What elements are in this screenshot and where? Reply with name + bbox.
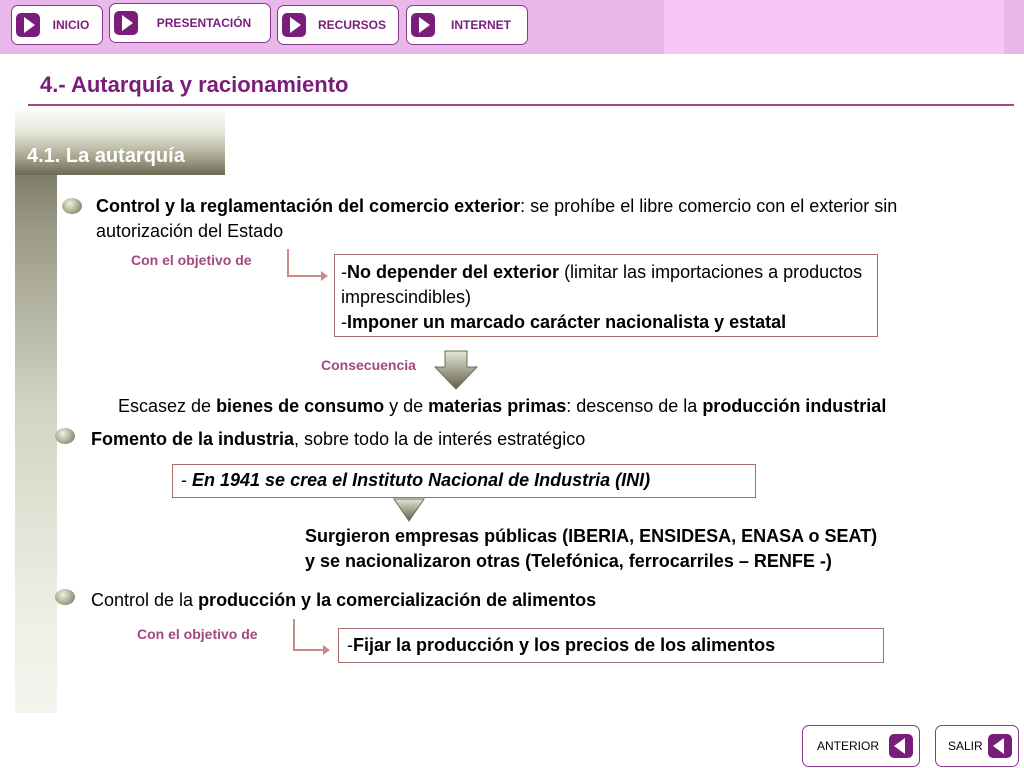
play-arrow-icon xyxy=(411,13,435,37)
nav-presentacion-label: PRESENTACIÓN xyxy=(156,16,252,30)
anterior-label: ANTERIOR xyxy=(817,739,880,753)
nav-inicio-button[interactable] xyxy=(11,5,103,45)
section2-heading xyxy=(91,427,585,452)
section1-objective-box xyxy=(334,254,878,337)
section2-heading-bold: Fomento de la industria xyxy=(91,429,295,449)
section1-box-line1: -No depender del exterior (limitar las importaciones a productos imprescindibles) xyxy=(341,262,863,307)
title-divider xyxy=(28,104,1014,106)
bullet-icon xyxy=(55,428,75,444)
salir-label: SALIR xyxy=(948,739,983,753)
play-arrow-icon xyxy=(282,13,306,37)
left-gradient-column xyxy=(15,107,57,713)
play-arrow-icon xyxy=(16,13,40,37)
section2-result-line2: y se nacionalizaron otras (Telefónica, ferrocarriles – RENFE -) xyxy=(305,551,832,571)
salir-button[interactable] xyxy=(935,725,1019,767)
play-arrow-icon xyxy=(114,11,138,35)
bullet-icon xyxy=(55,589,75,605)
section-subtitle: 4.1. La autarquía xyxy=(27,145,185,167)
section1-objective-label: Con el objetivo de xyxy=(131,252,252,268)
anterior-button[interactable] xyxy=(802,725,920,767)
nav-internet-button[interactable] xyxy=(406,5,528,45)
bracket-arrow-icon xyxy=(287,249,321,277)
section1-heading-rest: : se prohíbe el libre comercio con el exterior sin autorización del Estado xyxy=(96,196,898,241)
back-arrow-icon xyxy=(889,734,913,758)
section3-objective-label: Con el objetivo de xyxy=(137,626,258,642)
section3-heading-bold: producción y la comercialización de alimentos xyxy=(198,590,597,610)
section1-result: Escasez de bienes de consumo y de materias primas: descenso de la producción industrial xyxy=(118,396,887,416)
section3-box-text: Fijar la producción y los precios de los alimentos xyxy=(353,635,776,655)
nav-recursos-button[interactable] xyxy=(277,5,399,45)
down-triangle-icon xyxy=(392,497,426,523)
back-arrow-icon xyxy=(988,734,1012,758)
consequence-label: Consecuencia xyxy=(321,357,416,373)
nav-internet-label: INTERNET xyxy=(451,18,511,32)
section1-heading-bold: Control y la reglamentación del comercio exterior xyxy=(96,196,521,216)
bracket-arrow-icon xyxy=(293,619,323,651)
section2-heading-rest: , sobre todo la de interés estratégico xyxy=(294,429,586,449)
section2-result xyxy=(305,524,877,574)
nav-inicio-label: INICIO xyxy=(52,18,90,32)
section2-ini-box: - En 1941 se crea el Instituto Nacional de Industria (INI) xyxy=(172,464,756,498)
top-nav-bar-right xyxy=(664,0,1004,54)
ini-text: En 1941 se crea el Instituto Nacional de Industria (INI) xyxy=(192,470,651,490)
section1-box-line2: -Imponer un marcado carácter nacionalista y estatal xyxy=(341,312,787,332)
bullet-icon xyxy=(62,198,82,214)
section1-heading xyxy=(96,194,976,244)
section2-result-line1: Surgieron empresas públicas (IBERIA, ENSIDESA, ENASA o SEAT) xyxy=(305,526,878,546)
nav-recursos-label: RECURSOS xyxy=(317,18,386,32)
down-arrow-icon xyxy=(433,349,479,391)
section3-heading: Control de la producción y la comercialización de alimentos xyxy=(91,590,597,610)
section3-objective-box: -Fijar la producción y los precios de los alimentos xyxy=(338,628,884,663)
page-title: 4.- Autarquía y racionamiento xyxy=(40,72,349,97)
nav-presentacion-button[interactable] xyxy=(109,3,271,43)
